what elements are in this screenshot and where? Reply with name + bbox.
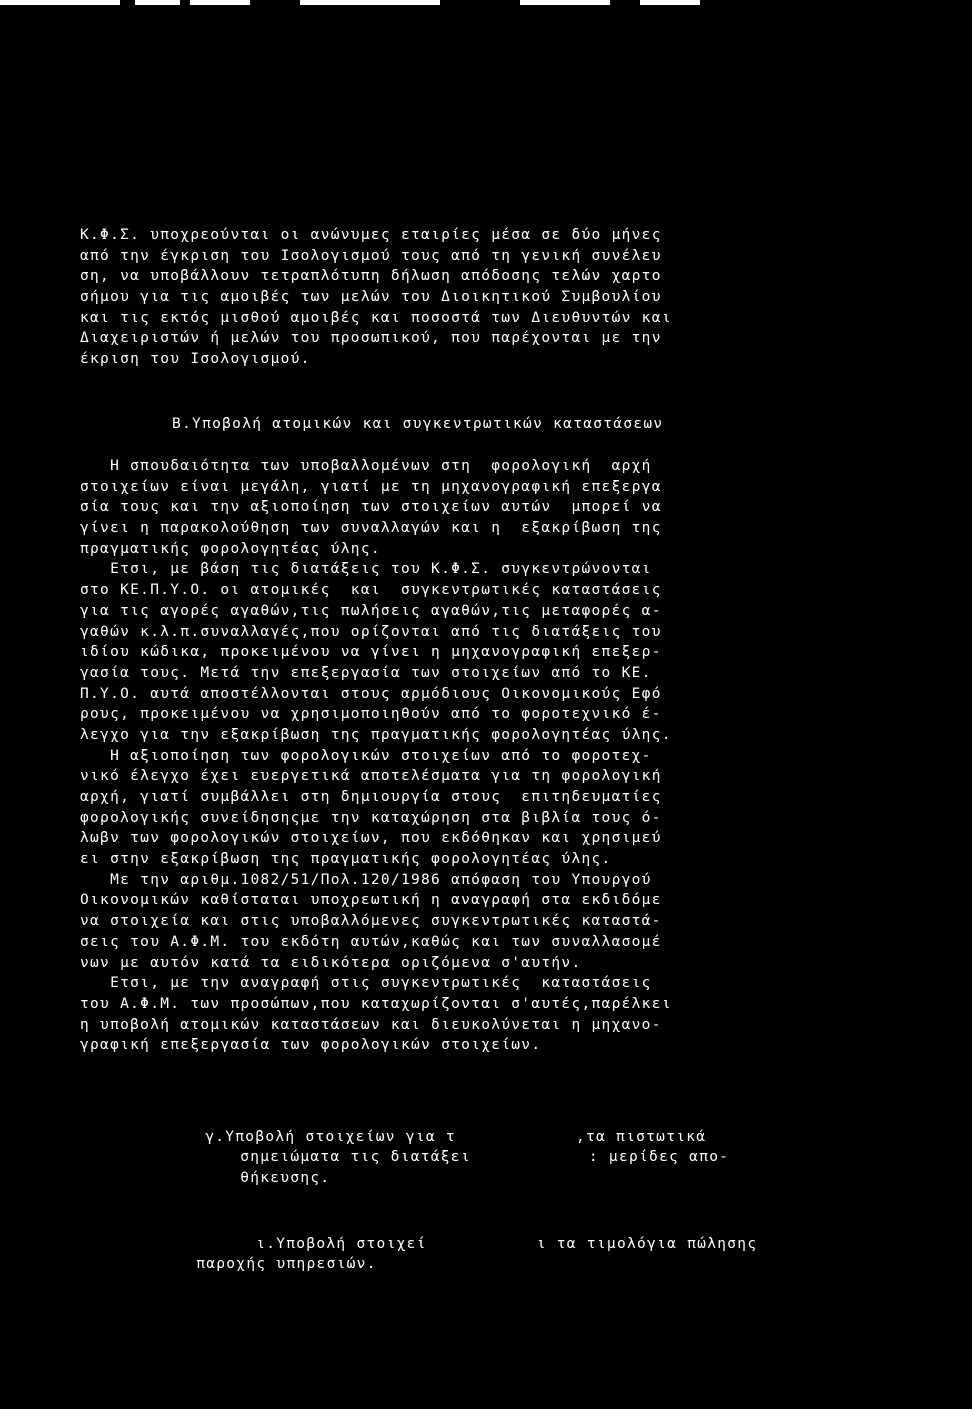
body-line: Οικονομικών καθίσταται υποχρεωτική η αναγραφή στα εκδιδόμε bbox=[80, 892, 662, 909]
body-line: Ετσι, με την αναγραφή στις συγκεντρωτικές καταστάσεις bbox=[80, 975, 652, 992]
intro-paragraph bbox=[80, 225, 672, 370]
scan-top-edge bbox=[0, 0, 972, 5]
intro-line: από την έγκριση του Ισολογισμού τους από τη γενική συνέλευ bbox=[80, 247, 662, 264]
intro-line: και τις εκτός μισθού αμοιβές και ποσοστά των Διευθυντών και bbox=[80, 309, 672, 326]
intro-line: σήμου για τις αμοιβές των μελών του Διοικητικού Συμβουλίου bbox=[80, 289, 662, 306]
body-line: στοιχείων είναι μεγάλη, γιατί με τη μηχανογραφική επεξεργα bbox=[80, 478, 662, 495]
body-line: γαθών κ.λ.π.συναλλαγές,που ορίζονται από τις διατάξεις του bbox=[80, 623, 662, 640]
body-line: αρχή, γιατί συμβάλλει στη δημιουργία στους επιτηδευματίες bbox=[80, 789, 662, 805]
body-line: λωβν των φορολογικών στοιχείων, που εκδόθηκαν και χρησιμεύ bbox=[80, 830, 662, 847]
intro-line: Διαχειριστών ή μελών του προσωπικού, που παρέχονται με την bbox=[80, 330, 662, 347]
section-d-line1-right: ι τα τιμολόγια πώλησης bbox=[536, 1235, 758, 1252]
body-line: πραγματικής φορολογητέας ύλης. bbox=[80, 540, 381, 557]
body-line: του Α.Φ.Μ. των προσώπων,που καταχωρίζονται σ'αυτές,παρέλκει bbox=[80, 995, 672, 1012]
body-line: νικό έλεγχο έχει ευεργετικά αποτελέσματα για τη φορολογική bbox=[80, 768, 662, 785]
body-line: γραφική επεξεργασία των φορολογικών στοιχείων. bbox=[80, 1037, 542, 1054]
body-line: Ετσι, με βάση τις διατάξεις του Κ.Φ.Σ. συγκεντρώνονται bbox=[80, 561, 652, 578]
section-g bbox=[145, 1106, 730, 1187]
body-line: σεις του Α.Φ.Μ. του εκδότη αυτών,καθώς και των συναλλασομέ bbox=[80, 933, 662, 950]
section-d-line1-left: ι.Υποβολή στοιχεί bbox=[256, 1235, 427, 1252]
body-line: η υποβολή ατομικών καταστάσεων και διευκολύνεται η μηχανο- bbox=[80, 1016, 662, 1033]
body-line: φορολογικής συνείδησηςμε την καταχώρηση στα βιβλία τους ό- bbox=[80, 809, 662, 826]
body-line: Η σπουδαιότητα των υποβαλλομένων στη φορολογική αρχή bbox=[80, 458, 652, 474]
body-line: ιδίου κώδικα, προκειμένου να γίνει η μηχανογραφική επεξερ- bbox=[80, 644, 662, 661]
section-b-body bbox=[80, 456, 672, 1056]
intro-line: Κ.Φ.Σ. υποχρεούνται οι ανώνυμες εταιρίες μέσα σε δύο μήνες bbox=[80, 227, 662, 243]
intro-line: ση, να υποβάλλουν τετραπλότυπη δήλωση απόδοσης τελών χαρτο bbox=[80, 268, 662, 285]
body-line: Π.Υ.Ο. αυτά αποστέλλονται στους αρμόδιους Οικονομικούς Εφό bbox=[80, 685, 662, 702]
body-line: στο ΚΕ.Π.Υ.Ο. οι ατομικές και συγκεντρωτικές καταστάσεις bbox=[80, 582, 662, 599]
section-b-heading: Β.Υποβολή ατομικών και συγκεντρωτικών καταστάσεων bbox=[172, 416, 664, 432]
section-d bbox=[136, 1213, 758, 1273]
body-line: ει στην εξακρίβωση της πραγματικής φορολογητέας ύλης. bbox=[80, 851, 612, 868]
section-g-line3: θήκευσης. bbox=[240, 1170, 331, 1187]
body-line: γασία τους. Μετά την επεξεργασία των στοιχείων από το ΚΕ. bbox=[80, 664, 652, 681]
body-line: σία τους και την αξιοποίηση των στοιχείων αυτών μπορεί να bbox=[80, 499, 662, 516]
body-line: νων με αυτόν κατά τα ειδικότερα οριζόμενα σ'αυτήν. bbox=[80, 954, 582, 971]
section-g-line2-left: σημειώματα τις διατάξει bbox=[240, 1149, 471, 1166]
body-line: ρους, προκειμένου να χρησιμοποιηθούν από το φοροτεχνικό έ- bbox=[80, 706, 662, 723]
section-g-line2-right: : μερίδες απο- bbox=[588, 1149, 730, 1166]
section-d-line2: παροχής υπηρεσιών. bbox=[196, 1256, 377, 1273]
body-line: να στοιχεία και στις υποβαλλόμενες συγκεντρωτικές καταστά- bbox=[80, 913, 662, 930]
body-line: λεγχο για την εξακρίβωση της πραγματικής φορολογητέας ύλης. bbox=[80, 726, 672, 743]
body-line: Η αξιοποίηση των φορολογικών στοιχείων από το φοροτεχ- bbox=[80, 747, 652, 764]
body-line: Με την αριθμ.1082/51/Πολ.120/1986 απόφαση του Υπουργού bbox=[80, 871, 652, 888]
intro-line: έκριση του Ισολογισμού. bbox=[80, 351, 311, 368]
section-g-line1-right: ,τα πιστωτικά bbox=[575, 1128, 707, 1145]
section-g-line1-left: γ.Υποβολή στοιχείων για τ bbox=[205, 1128, 456, 1145]
body-line: για τις αγορές αγαθών,τις πωλήσεις αγαθών,τις μεταφορές α- bbox=[80, 602, 662, 619]
body-line: γίνει η παρακολούθηση των συναλλαγών και η εξακρίβωση της bbox=[80, 520, 662, 537]
